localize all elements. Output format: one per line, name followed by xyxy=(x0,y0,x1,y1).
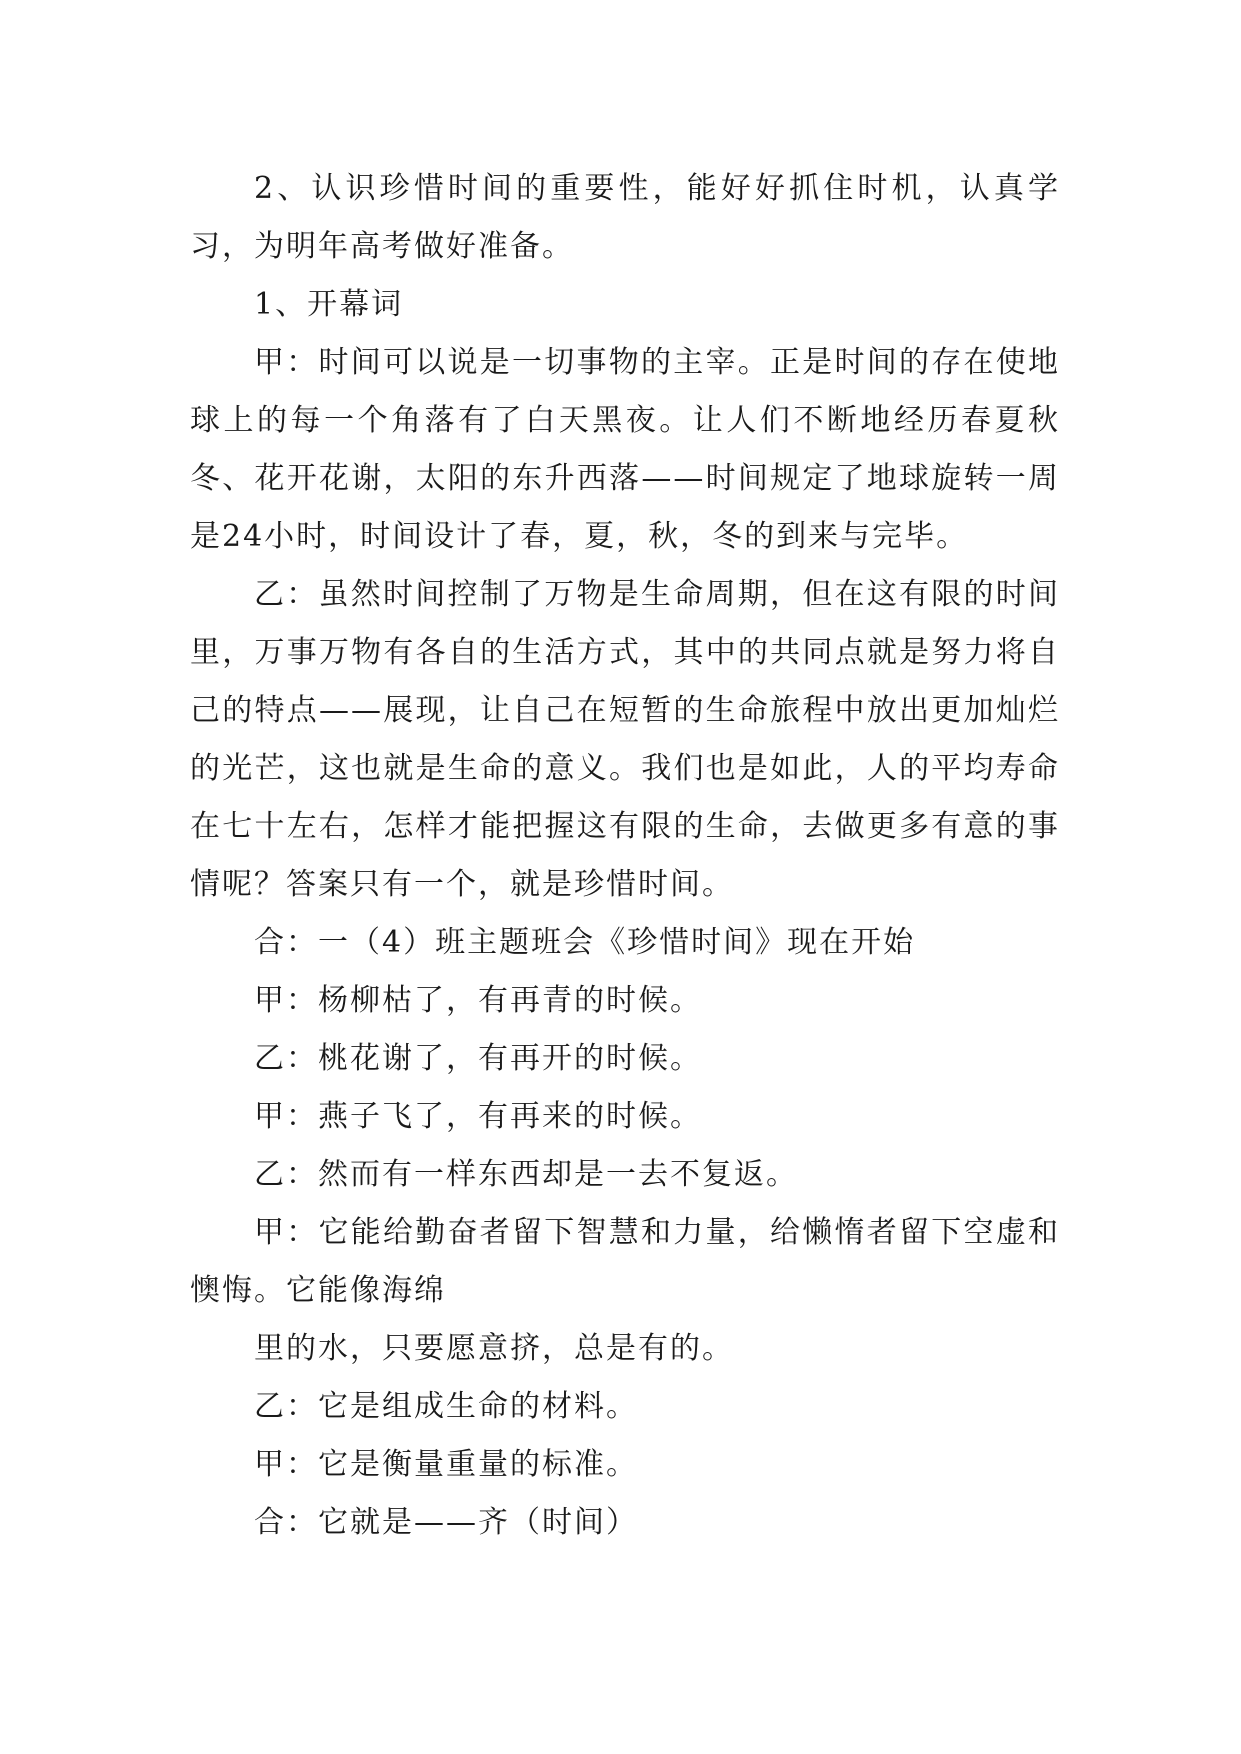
paragraph-jia-intro: 甲：时间可以说是一切事物的主宰。正是时间的存在使地球上的每一个角落有了白天黑夜。让人们不断地经历春夏秋冬、花开花谢，太阳的东升西落——时间规定了地球旋转一周是24小时，时间设计了春，夏，秋，冬的到来与完毕。 xyxy=(190,345,1060,554)
paragraph-sponge-water: 里的水，只要愿意挤，总是有的。 xyxy=(254,1331,734,1366)
paragraph-jia-willow: 甲：杨柳枯了，有再青的时候。 xyxy=(254,983,702,1018)
paragraph-goal-2: 2、认识珍惜时间的重要性，能好好抓住时机，认真学习，为明年高考做好准备。 xyxy=(190,171,1060,264)
document-body xyxy=(190,160,1060,1552)
paragraph-he-time: 合：它就是——齐（时间） xyxy=(254,1505,638,1540)
paragraph-yi-never-return: 乙：然而有一样东西却是一去不复返。 xyxy=(254,1157,798,1192)
paragraph-yi-peach: 乙：桃花谢了，有再开的时候。 xyxy=(254,1041,702,1076)
paragraph-opening-heading: 1、开幕词 xyxy=(254,287,404,322)
paragraph-yi-material: 乙：它是组成生命的材料。 xyxy=(254,1389,638,1424)
paragraph-jia-wisdom: 甲：它能给勤奋者留下智慧和力量，给懒惰者留下空虚和懊悔。它能像海绵 xyxy=(190,1215,1060,1308)
paragraph-yi-intro: 乙：虽然时间控制了万物是生命周期，但在这有限的时间里，万事万物有各自的生活方式，其中的共同点就是努力将自己的特点——展现，让自己在短暂的生命旅程中放出更加灿烂的光芒，这也就是生命的意义。我们也是如此，人的平均寿命在七十左右，怎样才能把握这有限的生命，去做更多有意的事情呢？答案只有一个，就是珍惜时间。 xyxy=(190,577,1060,902)
paragraph-jia-swallow: 甲：燕子飞了，有再来的时候。 xyxy=(254,1099,702,1134)
paragraph-jia-standard: 甲：它是衡量重量的标准。 xyxy=(254,1447,638,1482)
paragraph-he-start: 合：一（4）班主题班会《珍惜时间》现在开始 xyxy=(254,925,916,960)
